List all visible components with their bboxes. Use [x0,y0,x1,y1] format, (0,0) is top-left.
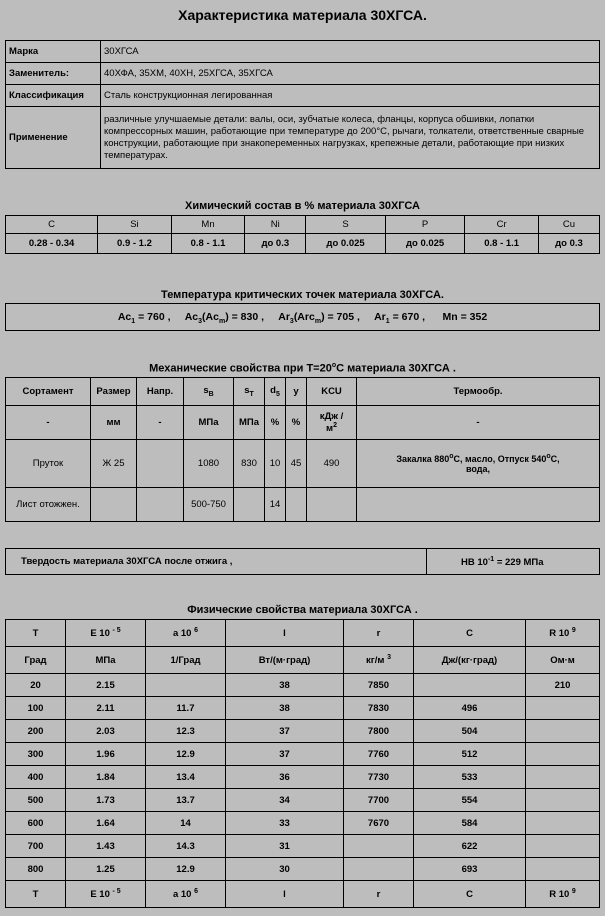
table-row [6,697,600,720]
chem-value: до 0.025 [385,234,465,254]
chem-value: до 0.025 [306,234,386,254]
phys-cell: 512 [414,743,526,766]
chem-header: Ni [245,216,306,234]
phys-unit: 1/Град [146,647,226,674]
chem-value: до 0.3 [538,234,599,254]
phys-cell: 13.7 [146,789,226,812]
heat-treatment: Закалка 880$^o$С, масло, Отпуск 540$^o$С, вода, [357,440,600,488]
phys-cell: 34 [226,789,344,812]
mech-cell [91,488,137,522]
phys-cell: 36 [226,766,344,789]
phys-cell [344,835,414,858]
phys-cell: 7670 [344,812,414,835]
chem-header: Si [98,216,172,234]
phys-cell: 37 [226,720,344,743]
phys-header: a 10 $^6$ [146,620,226,647]
phys-cell: 38 [226,697,344,720]
mech-unit: МПа [234,406,265,440]
phys-cell: 13.4 [146,766,226,789]
phys-cell: 14 [146,812,226,835]
mech-cell [286,488,307,522]
chem-title: Химический состав в % материала 30ХГСА [184,200,420,212]
mech-cell: 500-750 [184,488,234,522]
page-title: Характеристика материала 30ХГСА. [178,7,427,23]
phys-cell: 30 [226,858,344,881]
phys-cell: 1.25 [66,858,146,881]
ac3-point: $Ac_3(Ac_m) = 830$ , [184,311,265,326]
mech-unit: % [265,406,286,440]
chem-table [5,215,600,254]
crit-points-box [5,303,600,331]
phys-cell [414,674,526,697]
mech-cell: 45 [286,440,307,488]
phys-unit: МПа [66,647,146,674]
ar1-point: $Ar_1 = 670$ , [374,311,425,326]
phys-unit: кг/м $^3$ [344,647,414,674]
phys-header: r [344,620,414,647]
phys-footer: r [344,881,414,908]
phys-cell: 200 [6,720,66,743]
mech-cell [137,488,184,522]
mech-cell: Ж 25 [91,440,137,488]
phys-cell [146,674,226,697]
mech-header: KCU [307,378,357,406]
chem-value: 0.28 - 0.34 [6,234,98,254]
mn-point: Mn = 352 [442,311,488,323]
mech-header: Сортамент [6,378,91,406]
mech-cell: 830 [234,440,265,488]
phys-header: l [226,620,344,647]
substitute-value: 40ХФА, 35ХМ, 40ХН, 25ХГСА, 35ХГСА [101,63,600,85]
mech-header: Напр. [137,378,184,406]
phys-cell [526,766,600,789]
mech-unit: - [137,406,184,440]
phys-cell: 2.11 [66,697,146,720]
phys-header: C [414,620,526,647]
phys-cell [526,789,600,812]
classification-value: Сталь конструкционная легированная [101,85,600,107]
phys-cell: 7730 [344,766,414,789]
phys-cell: 400 [6,766,66,789]
table-row [6,766,600,789]
phys-header: T [6,620,66,647]
chem-value: 0.8 - 1.1 [171,234,245,254]
mech-cell: Лист отожжен. [6,488,91,522]
mech-cell [357,488,600,522]
phys-unit: Ом·м [526,647,600,674]
phys-cell [344,858,414,881]
mech-cell: 490 [307,440,357,488]
phys-unit: Вт/(м·град) [226,647,344,674]
mech-header: $s_B$ [184,378,234,406]
mech-unit: кДж / $м^2$ [307,406,357,440]
phys-cell: 700 [6,835,66,858]
hardness-label: Твердость материала 30ХГСА после отжига , [21,556,233,567]
phys-cell: 504 [414,720,526,743]
phys-footer: l [226,881,344,908]
mech-header: $d_5$ [265,378,286,406]
phys-cell: 12.3 [146,720,226,743]
phys-cell: 31 [226,835,344,858]
phys-cell [526,835,600,858]
mech-unit: - [6,406,91,440]
mech-cell: 10 [265,440,286,488]
phys-cell: 7830 [344,697,414,720]
phys-footer: a 10 $^6$ [146,881,226,908]
phys-unit: Град [6,647,66,674]
substitute-label: Заменитель: [6,63,101,85]
phys-cell: 20 [6,674,66,697]
phys-cell: 496 [414,697,526,720]
mech-header: Размер [91,378,137,406]
phys-cell: 1.73 [66,789,146,812]
phys-footer: C [414,881,526,908]
phys-cell: 533 [414,766,526,789]
chem-header: Mn [171,216,245,234]
table-row [6,743,600,766]
phys-footer: E 10 $^{- 5}$ [66,881,146,908]
phys-cell: 33 [226,812,344,835]
phys-cell: 300 [6,743,66,766]
chem-header: C [6,216,98,234]
phys-cell: 554 [414,789,526,812]
phys-cell [526,697,600,720]
mech-cell: 1080 [184,440,234,488]
mech-cell [307,488,357,522]
phys-footer: R 10 $^9$ [526,881,600,908]
table-row [6,812,600,835]
mech-cell [137,440,184,488]
phys-title: Физические свойства материала 30ХГСА . [187,604,418,616]
ac1-point: $Ac_1 = 760$ , [117,311,171,326]
chem-header: Cr [465,216,539,234]
chem-value: 0.9 - 1.2 [98,234,172,254]
phys-cell: 584 [414,812,526,835]
classification-label: Классификация [6,85,101,107]
mech-header: y [286,378,307,406]
mech-table [5,377,600,522]
phys-cell [526,720,600,743]
phys-cell: 1.64 [66,812,146,835]
mech-cell: 14 [265,488,286,522]
table-row [6,720,600,743]
phys-cell [526,812,600,835]
grade-label: Марка [6,41,101,63]
mech-unit: - [357,406,600,440]
phys-cell: 600 [6,812,66,835]
phys-unit: Дж/(кг·град) [414,647,526,674]
phys-cell: 693 [414,858,526,881]
chem-header: P [385,216,465,234]
mech-cell [234,488,265,522]
phys-cell [526,858,600,881]
phys-header: R 10 $^9$ [526,620,600,647]
phys-cell: 100 [6,697,66,720]
mech-header: $s_T$ [234,378,265,406]
chem-header: Cu [538,216,599,234]
mech-title: Механические свойства при $Т=20^oС$ материала 30ХГСА . [149,362,456,375]
grade-value: 30ХГСА [101,41,600,63]
phys-cell: 500 [6,789,66,812]
crit-title: Температура критических точек материала 30ХГСА. [161,289,444,301]
ar3-point: $Ar_3(Arc_m) = 705$ , [278,311,360,326]
phys-cell: 210 [526,674,600,697]
chem-value: до 0.3 [245,234,306,254]
phys-cell: 1.84 [66,766,146,789]
phys-cell: 7760 [344,743,414,766]
phys-header: E 10 $^{- 5}$ [66,620,146,647]
hardness-box [5,548,600,575]
phys-cell: 2.03 [66,720,146,743]
chem-header: S [306,216,386,234]
chem-value: 0.8 - 1.1 [465,234,539,254]
phys-cell: 37 [226,743,344,766]
table-row [6,674,600,697]
phys-cell: 38 [226,674,344,697]
phys-cell: 1.43 [66,835,146,858]
table-row [6,789,600,812]
mech-cell: Пруток [6,440,91,488]
phys-cell: 7700 [344,789,414,812]
phys-cell [526,743,600,766]
phys-cell: 800 [6,858,66,881]
phys-cell: 622 [414,835,526,858]
mech-unit: мм [91,406,137,440]
general-table [5,40,600,169]
phys-cell: 14.3 [146,835,226,858]
application-label: Применение [6,107,101,169]
hardness-value: HB $10^{-1} = 229$ МПа [461,556,544,569]
phys-cell: 12.9 [146,743,226,766]
mech-unit: МПа [184,406,234,440]
phys-cell: 7800 [344,720,414,743]
phys-cell: 11.7 [146,697,226,720]
phys-footer: T [6,881,66,908]
table-row [6,835,600,858]
phys-cell: 2.15 [66,674,146,697]
phys-cell: 12.9 [146,858,226,881]
table-row [6,858,600,881]
phys-cell: 7850 [344,674,414,697]
phys-cell: 1.96 [66,743,146,766]
mech-unit: % [286,406,307,440]
application-value: различные улучшаемые детали: валы, оси, зубчатые колеса, фланцы, корпуса обшивки, лопатки компрессорных машин, работающие при температуре до 200°С, рычаги, толкатели, ответственные сварные конструкции, работающие при знакопеременных нагрузках, крепежные детали, работающие при низких температурах. [101,107,600,169]
mech-header: Термообр. [357,378,600,406]
phys-table [5,619,600,908]
